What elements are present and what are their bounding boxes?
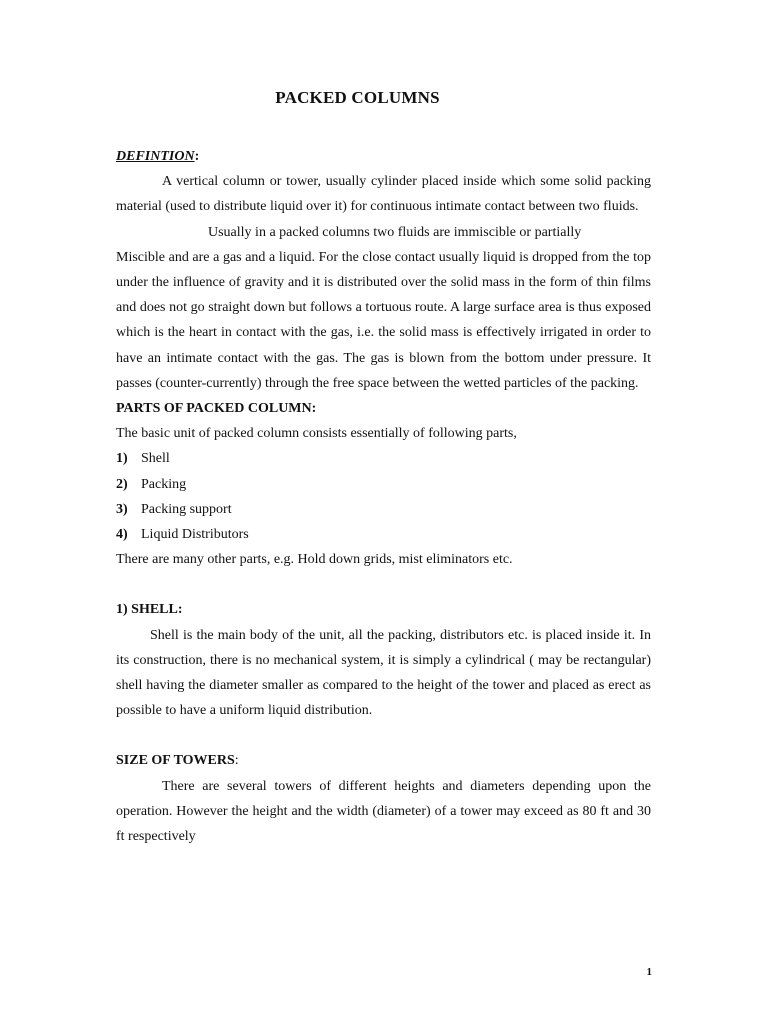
size-heading-colon: : — [234, 753, 239, 769]
list-item-number: 4) — [116, 527, 128, 543]
parts-heading: PARTS OF PACKED COLUMN: — [116, 401, 317, 417]
page-number: 1 — [646, 966, 652, 978]
list-item — [116, 446, 651, 471]
list-item-number: 3) — [116, 501, 128, 517]
definition-heading-colon: : — [194, 149, 200, 164]
parts-intro: The basic unit of packed column consists essentially of following parts, — [116, 426, 517, 442]
definition-paragraph-2-first-line: Usually in a packed columns two fluids are immiscible or partially — [208, 224, 582, 240]
parts-other: There are many other parts, e.g. Hold down grids, mist eliminators etc. — [116, 552, 513, 568]
page-title: PACKED COLUMNS — [275, 88, 440, 107]
shell-paragraph: Shell is the main body of the unit, all the packing, distributors etc. is placed inside it. In its construction, there is no mechanical system, it is simply a cylindrical ( may be rectangular) shell having the diameter smaller as compared to the height of the tower and placed as erect as possible to have a uniform liquid distribution. — [116, 627, 651, 719]
list-item-label: Packing — [141, 476, 187, 492]
definition-heading: DEFINTION — [116, 149, 195, 164]
size-heading-line — [116, 748, 651, 773]
size-paragraph: There are several towers of different heights and diameters depending upon the operation. However the height and the width (diameter) of a tower may exceed as 80 ft and 30 ft respectively — [116, 778, 651, 845]
list-item — [116, 497, 651, 522]
document-body — [116, 144, 651, 849]
list-item-label: Shell — [141, 451, 170, 467]
list-item — [116, 522, 651, 547]
list-item — [116, 472, 651, 497]
shell-heading: 1) SHELL: — [116, 602, 183, 618]
section-spacer — [116, 572, 651, 597]
list-item-label: Packing support — [141, 501, 232, 517]
list-item-number: 1) — [116, 451, 128, 467]
list-item-number: 2) — [116, 476, 128, 492]
definition-paragraph-2-body: Miscible and are a gas and a liquid. For the close contact usually liquid is dropped from the top under the influence of gravity and it is distributed over the solid mass in the form of thin films and does not go straight down but follows a tortuous route. A large surface area is thus exposed which is the heart in contact with the gas, i.e. the solid mass is effectively irrigated in order to have an intimate contact with the gas. The gas is blown from the bottom under pressure. It passes (counter-currently) through the free space between the wetted particles of the packing. — [116, 249, 651, 391]
definition-heading-line — [116, 144, 651, 169]
section-spacer — [116, 723, 651, 748]
size-heading: SIZE OF TOWERS — [116, 753, 235, 769]
list-item-label: Liquid Distributors — [141, 527, 249, 543]
definition-paragraph: A vertical column or tower, usually cylinder placed inside which some solid packing material (used to distribute liquid over it) for continuous intimate contact between two fluids. — [116, 174, 651, 215]
